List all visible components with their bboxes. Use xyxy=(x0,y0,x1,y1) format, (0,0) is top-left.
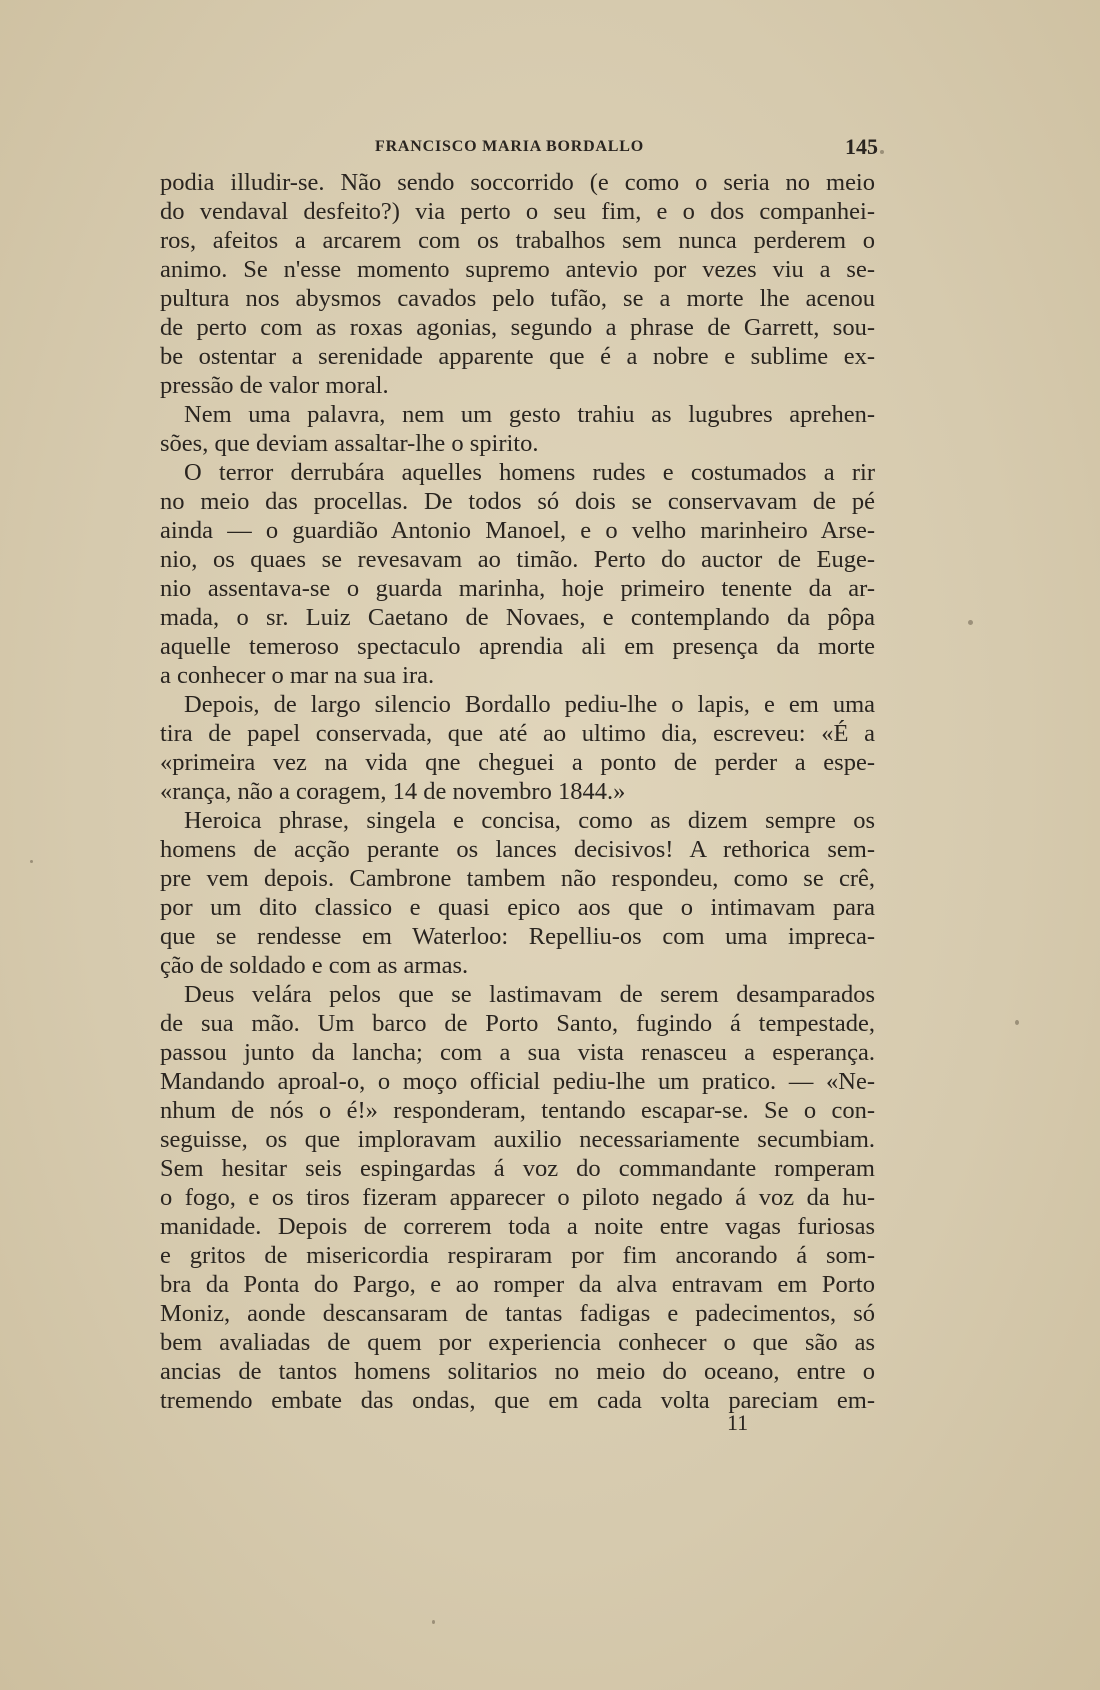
text-line: por um dito classico e quasi epico aos que o intimavam para xyxy=(160,894,875,921)
text-line: bem avaliadas de quem por experiencia conhecer o que são as xyxy=(160,1329,875,1356)
paper-speck xyxy=(880,150,884,154)
paper-speck xyxy=(1015,1020,1019,1025)
text-line: de sua mão. Um barco de Porto Santo, fugindo á tempestade, xyxy=(160,1010,875,1037)
signature-mark: 11 xyxy=(727,1410,749,1435)
paper-speck xyxy=(432,1620,435,1624)
text-line: pultura nos abysmos cavados pelo tufão, se a morte lhe acenou xyxy=(160,285,875,312)
text-line: manidade. Depois de correrem toda a noite entre vagas furiosas xyxy=(160,1213,875,1240)
paper-speck xyxy=(968,620,973,625)
text-line: aquelle temeroso spectaculo aprendia ali em presença da morte xyxy=(160,633,875,660)
text-line: pre vem depois. Cambrone tambem não respondeu, como se crê, xyxy=(160,865,875,892)
text-line: seguisse, os que imploravam auxilio necessariamente secumbiam. xyxy=(160,1126,875,1153)
text-line: Sem hesitar seis espingardas á voz do commandante romperam xyxy=(160,1155,875,1182)
text-line: podia illudir-se. Não sendo soccorrido (e como o seria no meio xyxy=(160,169,875,196)
text-line: do vendaval desfeito?) via perto o seu fim, e o dos companhei- xyxy=(160,198,875,225)
text-line: nhum de nós o é!» responderam, tentando escapar-se. Se o con- xyxy=(160,1097,875,1124)
text-line: mada, o sr. Luiz Caetano de Novaes, e contemplando da pôpa xyxy=(160,604,875,631)
text-line: no meio das procellas. De todos só dois se conservavam de pé xyxy=(160,488,875,515)
text-line: bra da Ponta do Pargo, e ao romper da alva entravam em Porto xyxy=(160,1271,875,1298)
text-line: O terror derrubára aquelles homens rudes e costumados a rir xyxy=(184,459,875,486)
text-line: tremendo embate das ondas, que em cada volta pareciam em- xyxy=(160,1387,875,1414)
running-title: FRANCISCO MARIA BORDALLO xyxy=(375,138,644,155)
text-line: homens de acção perante os lances decisivos! A rethorica sem- xyxy=(160,836,875,863)
page-number: 145 xyxy=(845,134,878,159)
text-line: Depois, de largo silencio Bordallo pediu-lhe o lapis, e em uma xyxy=(184,691,875,718)
text-line: ainda — o guardião Antonio Manoel, e o velho marinheiro Arse- xyxy=(160,517,875,544)
text-line: nio, os quaes se revesavam ao timão. Perto do auctor de Euge- xyxy=(160,546,875,573)
text-line: Mandando aproal-o, o moço official pediu-lhe um pratico. — «Ne- xyxy=(160,1068,875,1095)
text-line: a conhecer o mar na sua ira. xyxy=(160,662,435,689)
text-line: nio assentava-se o guarda marinha, hoje primeiro tenente da ar- xyxy=(160,575,875,602)
text-line: passou junto da lancha; com a sua vista renasceu a esperança. xyxy=(160,1039,875,1066)
text-line: ção de soldado e com as armas. xyxy=(160,952,469,979)
text-line: pressão de valor moral. xyxy=(160,372,389,399)
text-line: que se rendesse em Waterloo: Repelliu-os com uma impreca- xyxy=(160,923,875,950)
text-line: o fogo, e os tiros fizeram apparecer o piloto negado á voz da hu- xyxy=(160,1184,875,1211)
text-line: Moniz, aonde descansaram de tantas fadigas e padecimentos, só xyxy=(160,1300,875,1327)
text-line: «primeira vez na vida qne cheguei a ponto de perder a espe- xyxy=(160,749,875,776)
text-line: animo. Se n'esse momento supremo antevio por vezes viu a se- xyxy=(160,256,875,283)
text-line: Heroica phrase, singela e concisa, como as dizem sempre os xyxy=(184,807,875,834)
text-line: sões, que deviam assaltar-lhe o spirito. xyxy=(160,430,539,457)
page-header xyxy=(160,136,880,160)
paper-speck xyxy=(30,860,33,863)
text-line: ros, afeitos a arcarem com os trabalhos sem nunca perderem o xyxy=(160,227,875,254)
text-line: Nem uma palavra, nem um gesto trahiu as lugubres aprehen- xyxy=(184,401,875,428)
body-text xyxy=(160,168,875,1415)
text-line: ancias de tantos homens solitarios no meio do oceano, entre o xyxy=(160,1358,875,1385)
text-line: tira de papel conservada, que até ao ultimo dia, escreveu: «É a xyxy=(160,720,875,747)
text-line: e gritos de misericordia respiraram por fim ancorando á som- xyxy=(160,1242,875,1269)
text-line: be ostentar a serenidade apparente que é a nobre e sublime ex- xyxy=(160,343,875,370)
text-line: Deus velára pelos que se lastimavam de serem desamparados xyxy=(184,981,875,1008)
text-line: «rança, não a coragem, 14 de novembro 1844.» xyxy=(160,778,626,805)
text-line: de perto com as roxas agonias, segundo a phrase de Garrett, sou- xyxy=(160,314,875,341)
